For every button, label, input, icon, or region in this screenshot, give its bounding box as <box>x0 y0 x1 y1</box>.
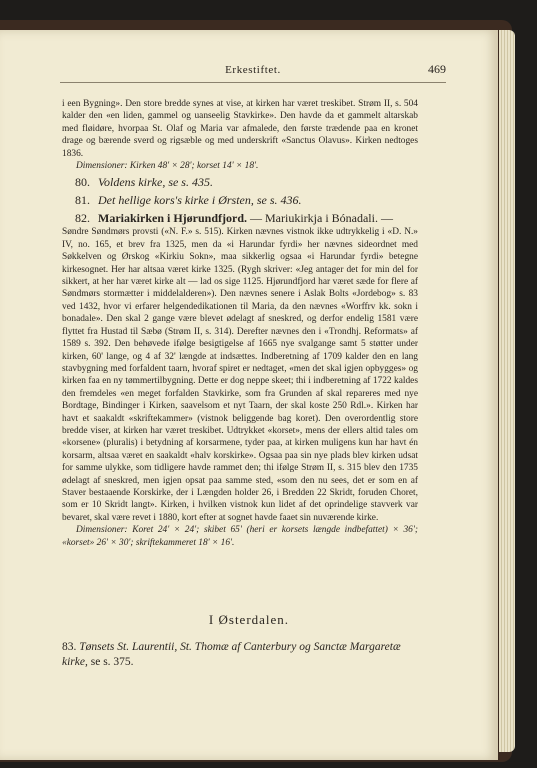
entry-title: Tønsets St. Laurentii, St. Thomæ af Canterbury og Sanctæ Margaretæ kirke, <box>62 641 401 668</box>
book-page <box>0 30 498 760</box>
section-title: I Østerdalen. <box>208 612 290 627</box>
entry-reference: se s. 375. <box>87 656 134 668</box>
dimensions-line: Dimensioner: Kirken 48' × 28'; korset 14' × 18'. <box>76 161 259 172</box>
long-paragraph: Søndre Søndmørs provsti («N. F.» s. 515). Kirken nævnes vistnok ikke udtrykkelig i «D. N.» IV, no. 165, et brev fra 1325, men da «i Harundar fyrdi» her nævnes sideordnet med Søkkelven og Ørskog «Kirkiu Sokn», maa sikkerlig ogsaa «i Harundar fyrdi» betegne kirkesognet. Her har altsaa været kirke 1325. (Rygh skriver: «Jeg antager det for min del for sikkert, at her har været kirke alt — lad os sige 1125. Hjørundfjord har været sæde for flere af Søndmørs stormætter i middelalderen»). Den nævnes senere i Aslak Bolts «Jordebog» s. 83 ved 1432, hvor vi erfarer helgendedikationen til Maria, da den nævnes «Worffrv kk. sokn i bonadale». Den skal 2 gange være blevet ødelagt af sneskred, og derfor endelig 1581 være flyttet fra Hustad til Sæbø (Strøm II, s. 314). Derefter nævnes den i «Trondhj. Reformats» af 1589 s. 392. Den behøvede ifølge besigtigelse af 1665 nye svalgange samt 5 støtter under kirken, 60' lange, og 4 af 32' længde at indsættes. Indberetning af 1709 kalder den en lang stavbygning med forfaldent taarn, hvoraf spiret er nedtaget, «men det skal igjen opbygges» og kirken faa en ny tømmertilbygning. Dette er dog neppe skeet; thi i indberetning af 1722 kaldes den fremdeles «en meget forfalden Stavkirke, som fra Grunden af skal repareres med nye Bordtage, Bindinger i Kirken, saavelsom et nyt Taarn, der skal koste 250 Rdl.». Kirken har havt et saakaldt «skriftekammer» (vistnok beliggende bag koret). Den overordentlig store bredde viser, at kirken har været treskibet. Udtrykket «korset», mens der ellers altid tales om «korsene» (pluralis) i betydning af korsarmene, tyder paa, at kirken muligens kun har havt én korsarm, altsaa været en saakaldt «halv korskirke». Ogsaa paa sin nye plads blev kirken udsat for samme ulykke, som tidligere havde rammet den; thi ifølge Strøm II, s. 315 blev den 1735 ødelagt af sneskred, men igjen opsat paa samme sted, «som den nu sees, det er som en af Staver bestaaende Korskirke, der i Længden holder 26, i Bredden 22 Skridt, foruden Choret, som er 10 Skridt langt». Kirken, i hvilken vistnok kun lidet af det oprindelige stavverk var bevaret, skal være revet i 1880, kort efter at sognet havde faaet sin nuværende kirke. <box>62 227 418 523</box>
entry-title: Det hellige kors's kirke i Ørsten, se s. 436. <box>98 193 302 208</box>
dimensions-line: Dimensioner: Koret 24' × 24'; skibet 65' (heri er korsets længde indbefattet) × 36'; «korset» 26' × 30'; skriftekammeret 18' × 16'. <box>62 525 418 548</box>
page-stack-edge <box>499 30 515 752</box>
entry-title: Mariakirken i Hjørundfjord. <box>98 211 247 226</box>
entry-number: 83. <box>62 641 77 653</box>
entry-title: Voldens kirke, se s. 435. <box>98 175 213 190</box>
entry-83 <box>62 640 418 670</box>
page-body <box>62 98 418 549</box>
paragraph-continued: i een Bygning». Den store bredde synes at vise, at kirken har været treskibet. Strøm II, s. 504 kalder den «en liden, gammel og uanseelig Stavkirke». Den havde da et gammelt altarskab med fløidøre, hvorpaa St. Olaf og Maria var afmalede, den første trædende paa en kronet drage og bærende sverd og rigsæble og med underskrift «Sanctus Olavus». Kirken nedtoges 1836. <box>62 99 418 159</box>
page-header <box>60 64 446 83</box>
page-number: 469 <box>428 62 446 76</box>
entry-81 <box>62 193 418 208</box>
entry-80 <box>62 175 418 190</box>
entry-subtitle: — Mariukirkja i Bónadali. — <box>247 211 393 226</box>
entry-number: 81. <box>75 193 90 208</box>
entry-number: 82. <box>75 211 90 226</box>
entry-number: 80. <box>75 175 90 190</box>
running-head: Erkestiftet. <box>225 64 281 76</box>
entry-82 <box>62 211 418 226</box>
